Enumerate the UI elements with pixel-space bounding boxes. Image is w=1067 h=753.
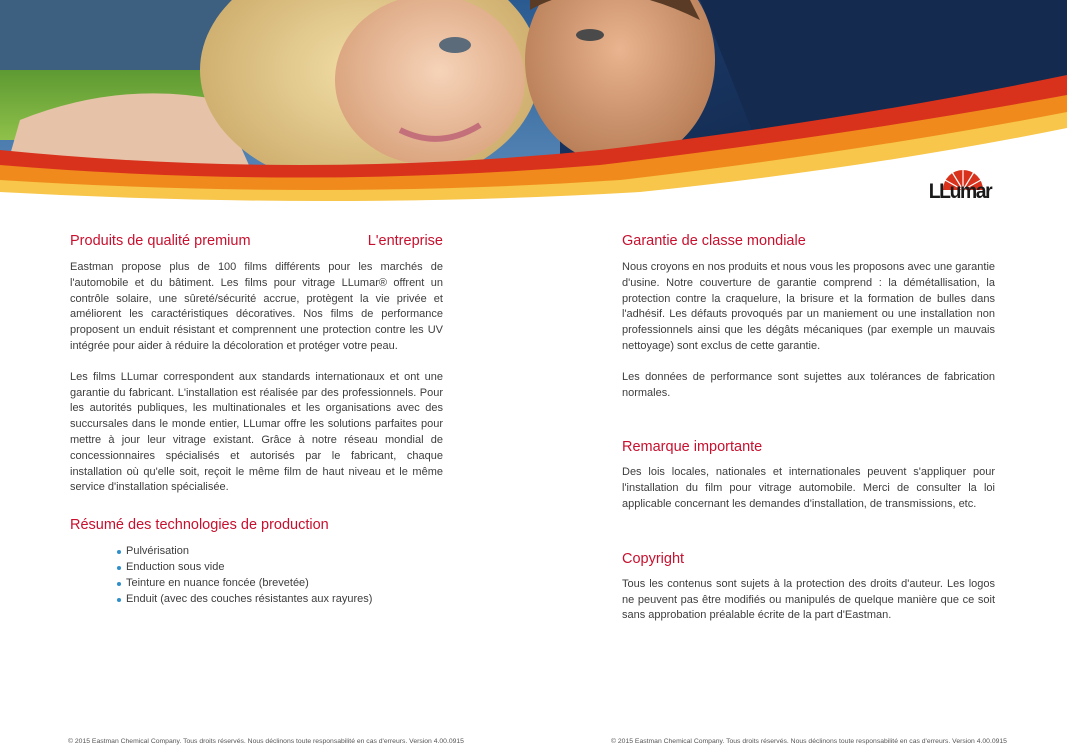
list-item: Enduction sous vide — [117, 560, 443, 576]
bullet-dot-icon — [117, 566, 121, 570]
paragraph-eastman-films: Eastman propose plus de 100 films différents pour les marchés de l'automobile et du bâtiment. Les films pour vitrage LLumar® offrent un contrôle solaire, une sûreté/sécurité accrue, protègent la vie privée et améliorent les caractéristiques décoratives. Nos films de performance proposent un enduit résistant et comprennent une protection contre les UV intégrée pour aider à réduire la décoloration et protéger votre peau. — [70, 261, 443, 352]
paragraph-warranty: Nous croyons en nos produits et nous vous les proposons avec une garantie d'usine. Notre couverture de garantie comprend : la démétallisation, la protection contre la craquelure, la brisure et la formation de bulles dans l'adhésif. Les défauts provoqués par un maniement ou une installation non professionnels ainsi que les dégâts mécaniques (par exemple un mauvais nettoyage) sont exclus de cette garantie. — [622, 261, 996, 352]
logo-wordmark: LLumar — [928, 180, 992, 203]
list-item: Enduit (avec des couches résistantes aux rayures) — [117, 592, 443, 608]
list-item: Teinture en nuance foncée (brevetée) — [117, 576, 443, 592]
hero-image — [0, 0, 1067, 205]
bullet-dot-icon — [117, 550, 121, 554]
hero-photo-illustration — [0, 0, 1067, 205]
heading-important-note: Remarque importante — [622, 439, 763, 456]
left-heading-row — [70, 232, 443, 250]
paragraph-performance-data: Les données de performance sont sujettes aux tolérances de fabrication normales. — [622, 370, 995, 399]
right-column — [622, 232, 995, 624]
paragraph-laws: Des lois locales, nationales et internationales peuvent s'appliquer pour l'installation du film pour vitrage automobile. Merci de consulter la loi applicable concernant les demandes d'installation, de transmissions, etc. — [622, 466, 995, 510]
left-column — [70, 232, 443, 607]
llumar-logo — [926, 160, 1000, 206]
heading-premium-products: Produits de qualité premium — [70, 233, 251, 249]
list-item: Pulvérisation — [117, 544, 443, 560]
paragraph-copyright: Tous les contenus sont sujets à la protection des droits d'auteur. Les logos ne peuvent pas être modifiés ou manipulés de quelque manière que ce soit sans approbation préalable écrite de la part d'Eastman. — [622, 577, 995, 622]
heading-company: L'entreprise — [367, 233, 443, 249]
bullet-dot-icon — [117, 598, 121, 602]
footer-right: © 2015 Eastman Chemical Company. Tous droits réservés. Nous déclinons toute responsabilité en cas d'erreurs. Version 4.00.0915 — [611, 738, 1007, 745]
footer-left: © 2015 Eastman Chemical Company. Tous droits réservés. Nous déclinons toute responsabilité en cas d'erreurs. Version 4.00.0915 — [68, 738, 464, 745]
bullet-dot-icon — [117, 582, 121, 586]
heading-production-technologies: Résumé des technologies de production — [70, 517, 329, 534]
paragraph-standards: Les films LLumar correspondent aux standards internationaux et ont une garantie du fabricant. L'installation est réalisée par des professionnels. Pour les autorités publiques, les multinationales et les organisations avec des succursales dans le monde entier, LLumar offre les solutions parfaites pour mettre à jour leur vitrage existant. Grâce à notre réseau mondial de concessionnaires spécialisés et autorisés par le fabricant, chaque installation où qu'elle soit, reçoit le même film de haut niveau et le même service d'installation spécialisée. — [70, 370, 443, 494]
heading-warranty: Garantie de classe mondiale — [622, 233, 806, 249]
technology-list — [70, 544, 443, 607]
heading-copyright: Copyright — [622, 550, 685, 567]
